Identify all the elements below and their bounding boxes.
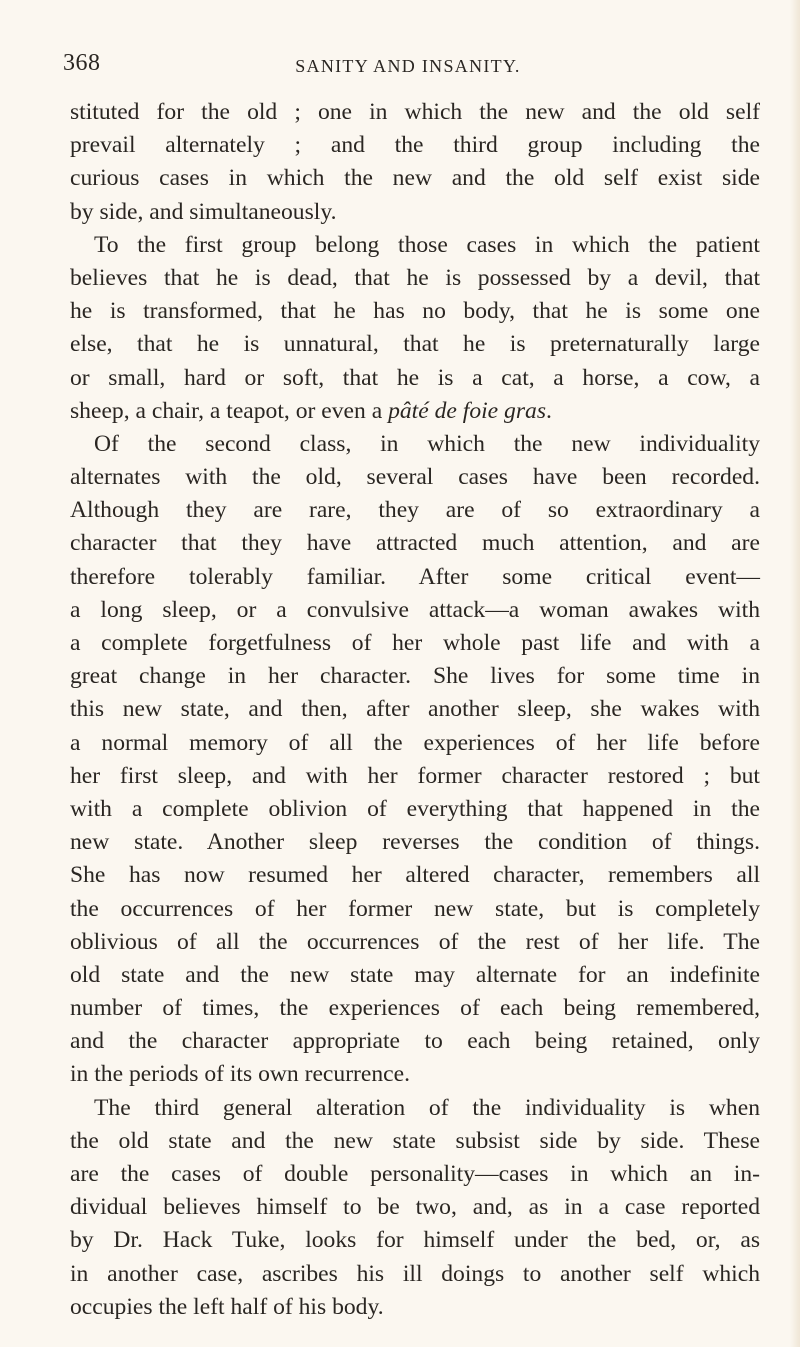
text-line	[70, 693, 760, 726]
text-line-content: stituted for the old ; one in which the new and the old self	[70, 99, 760, 125]
text-line	[70, 627, 760, 660]
text-line-content: a long sleep, or a convulsive attack—a woman awakes with	[70, 596, 760, 623]
text-line	[70, 1158, 760, 1191]
text-line-content: therefore tolerably familiar. After some critical event—	[70, 563, 760, 590]
text-line-content: in another case, ascribes his ill doings to another self which	[70, 1260, 760, 1287]
text-line-content: occupies the left half of his body.	[70, 1293, 384, 1320]
text-line-content: the old state and the new state subsist side by side. These	[70, 1127, 760, 1154]
text-line-content: oblivious of all the occurrences of the rest of her life. The	[70, 928, 760, 955]
text-line	[70, 129, 760, 162]
text-line	[70, 893, 760, 926]
text-line-content: and the character appropriate to each being retained, only	[70, 1028, 760, 1055]
text-line-content: her first sleep, and with her former character restored ; but	[70, 762, 760, 789]
italic-phrase: pâté de foie gras	[388, 397, 546, 424]
trailing-punctuation: .	[546, 397, 552, 424]
text-line-content: prevail alternately ; and the third group including the	[70, 132, 760, 159]
text-line-content: The third general alteration of the individuality is when	[94, 1094, 760, 1121]
text-line-content: character that they have attracted much attention, and are	[70, 530, 760, 557]
page-number: 368	[63, 50, 101, 76]
page-edge	[790, 0, 800, 1347]
text-line-content: number of times, the experiences of each being remembered,	[70, 995, 760, 1022]
text-line	[70, 229, 760, 262]
text-line	[70, 461, 760, 494]
text-line-content: in the periods of its own recurrence.	[70, 1061, 411, 1088]
text-line-content: a complete forgetfulness of her whole past life and with a	[70, 630, 760, 656]
text-line	[70, 1258, 760, 1291]
text-line	[70, 992, 760, 1025]
text-line	[70, 262, 760, 295]
text-line	[70, 926, 760, 959]
text-line-content: or small, hard or soft, that he is a cat, a horse, a cow, a	[70, 364, 760, 391]
text-line	[70, 561, 760, 594]
text-line-content: sheep, a chair, a teapot, or even a	[70, 397, 389, 424]
text-line-content: old state and the new state may alternate for an indefinite	[70, 961, 760, 988]
text-line	[70, 1191, 760, 1224]
text-line-content: the occurrences of her former new state, but is completely	[70, 895, 760, 922]
text-line-content: curious cases in which the new and the old self exist side	[70, 165, 760, 192]
text-line	[70, 1291, 760, 1324]
text-line	[70, 727, 760, 760]
text-line	[70, 428, 760, 461]
text-line	[70, 162, 760, 195]
page-header	[63, 50, 743, 84]
text-line	[70, 760, 760, 793]
body-text	[70, 96, 760, 1324]
text-line-content: are the cases of double personality—cases in which an in-	[70, 1161, 760, 1187]
text-line-content: by Dr. Hack Tuke, looks for himself under the bed, or, as	[70, 1227, 760, 1254]
text-line-content: he is transformed, that he has no body, that he is some one	[70, 298, 760, 325]
text-line	[70, 1025, 760, 1058]
text-line	[70, 196, 760, 229]
text-line-content: dividual believes himself to be two, and, as in a case reported	[70, 1194, 760, 1221]
text-line-content: new state. Another sleep reverses the condition of things.	[70, 829, 760, 856]
text-line	[70, 660, 760, 693]
text-line-content: great change in her character. She lives for some time in	[70, 663, 760, 690]
text-line-content: a normal memory of all the experiences of her life before	[70, 729, 760, 756]
text-line-content: by side, and simultaneously.	[70, 198, 337, 225]
text-line-content: this new state, and then, after another sleep, she wakes with	[70, 696, 760, 723]
text-line	[70, 1092, 760, 1125]
text-line	[70, 594, 760, 627]
text-line	[70, 96, 760, 129]
text-line	[70, 826, 760, 859]
text-line	[70, 1224, 760, 1257]
text-line	[70, 793, 760, 826]
running-head: SANITY AND INSANITY.	[295, 56, 521, 76]
text-line	[70, 1058, 760, 1091]
text-line	[70, 1125, 760, 1158]
text-line	[70, 859, 760, 892]
text-line-content: else, that he is unnatural, that he is preternaturally large	[70, 331, 760, 358]
text-line	[70, 494, 760, 527]
text-line	[70, 328, 760, 361]
text-line	[70, 295, 760, 328]
text-line	[70, 959, 760, 992]
text-line	[70, 527, 760, 560]
text-line-content: Although they are rare, they are of so extraordinary a	[70, 497, 760, 524]
text-line-content: believes that he is dead, that he is possessed by a devil, that	[70, 264, 760, 291]
text-line	[70, 362, 760, 395]
text-line-content: with a complete oblivion of everything that happened in the	[70, 795, 760, 822]
text-line-content: alternates with the old, several cases have been recorded.	[70, 464, 760, 491]
text-line-content: Of the second class, in which the new individuality	[94, 430, 760, 457]
text-line-content: To the first group belong those cases in which the patient	[94, 231, 760, 258]
text-line	[70, 395, 760, 428]
text-line-content: She has now resumed her altered character, remembers all	[70, 862, 760, 889]
